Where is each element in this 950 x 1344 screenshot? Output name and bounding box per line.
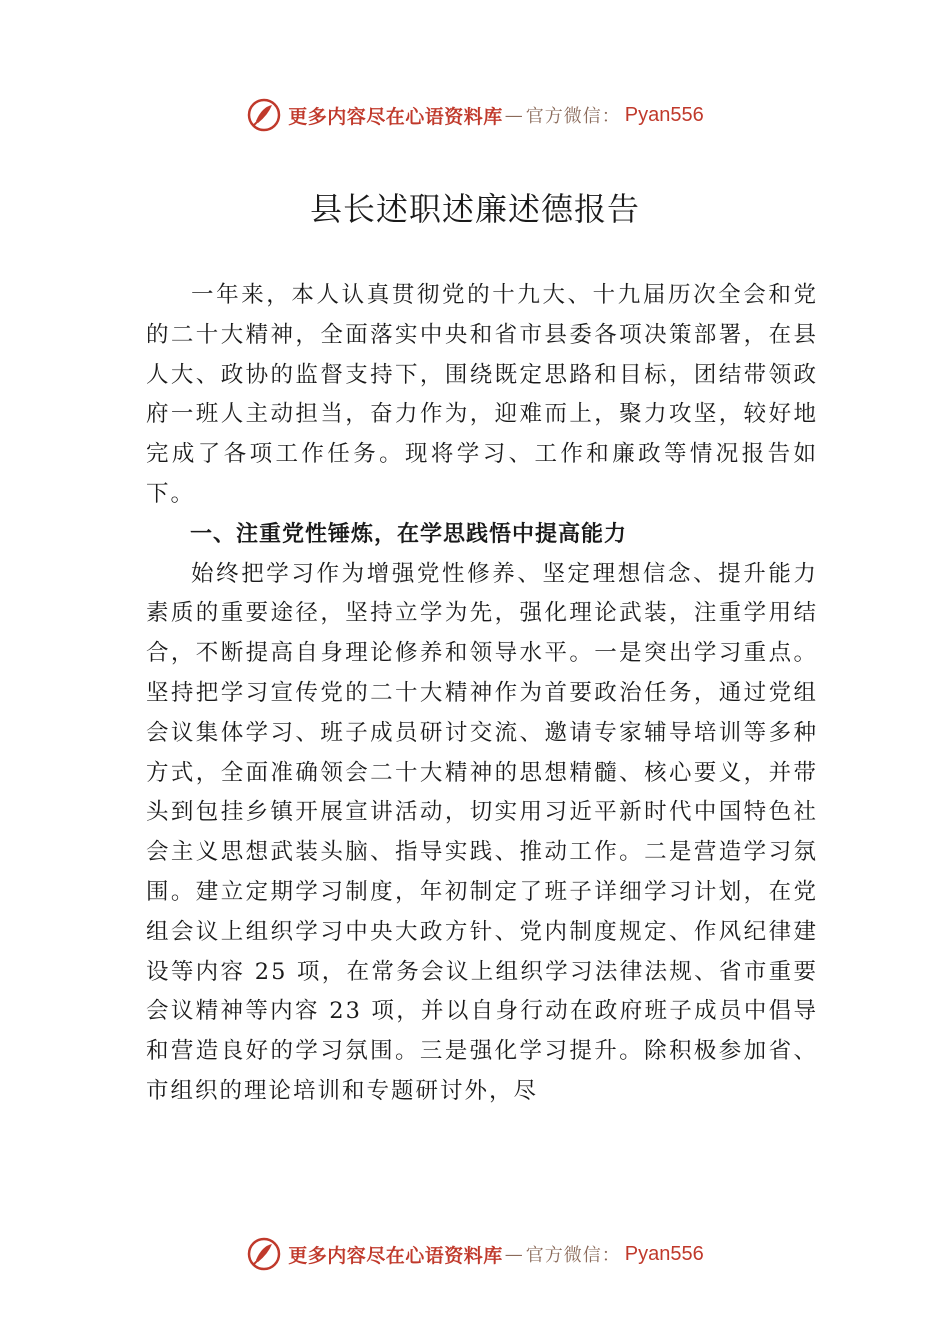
banner-sub-text: 官方微信：: [525, 106, 621, 127]
header-banner: [0, 95, 950, 135]
footer-banner: [0, 1234, 950, 1274]
banner-dash: —: [504, 104, 524, 126]
document-title: 县长述职述廉述德报告: [309, 190, 640, 228]
document-body: [146, 276, 818, 1112]
banner-sub-text: 官方微信：: [525, 1245, 621, 1266]
banner-wechat-id: Pyan556: [624, 1242, 704, 1265]
banner-dash: —: [504, 1243, 524, 1265]
banner-main-text: 更多内容尽在心语资料库: [288, 1244, 503, 1267]
section-heading: 一、注重党性锤炼，在学思践悟中提高能力: [190, 521, 628, 547]
banner-wechat-id: Pyan556: [624, 103, 704, 126]
brand-logo-icon: [246, 1236, 282, 1272]
section-paragraph: 始终把学习作为增强党性修养、坚定理想信念、提升能力素质的重要途径，坚持立学为先，强化理论武装，注重学用结合，不断提高自身理论修养和领导水平。一是突出学习重点。坚持把学习宣传党的二十大精神作为首要政治任务，通过党组会议集体学习、班子成员研讨交流、邀请专家辅导培训等多种方式，全面准确领会二十大精神的思想精髓、核心要义，并带头到包挂乡镇开展宣讲活动，切实用习近平新时代中国特色社会主义思想武装头脑、指导实践、推动工作。二是营造学习氛围。建立定期学习制度，年初制定了班子详细学习计划，在党组会议上组织学习中央大政方针、党内制度规定、作风纪律建设等内容 25 项，在常务会议上组织学习法律法规、省市重要会议精神等内容 23 项，并以自身行动在政府班子成员中倡导和营造良好的学习氛围。三是强化学习提升。除积极参加省、市组织的理论培训和专题研讨外，尽: [146, 560, 818, 1104]
intro-paragraph: 一年来，本人认真贯彻党的十九大、十九届历次全会和党的二十大精神，全面落实中央和省市县委各项决策部署，在县人大、政协的监督支持下，围绕既定思路和目标，团结带领政府一班人主动担当，奋力作为，迎难而上，聚力攻坚，较好地完成了各项工作任务。现将学习、工作和廉政等情况报告如下。: [146, 282, 818, 507]
banner-main-text: 更多内容尽在心语资料库: [288, 105, 503, 128]
brand-logo-icon: [246, 97, 282, 133]
